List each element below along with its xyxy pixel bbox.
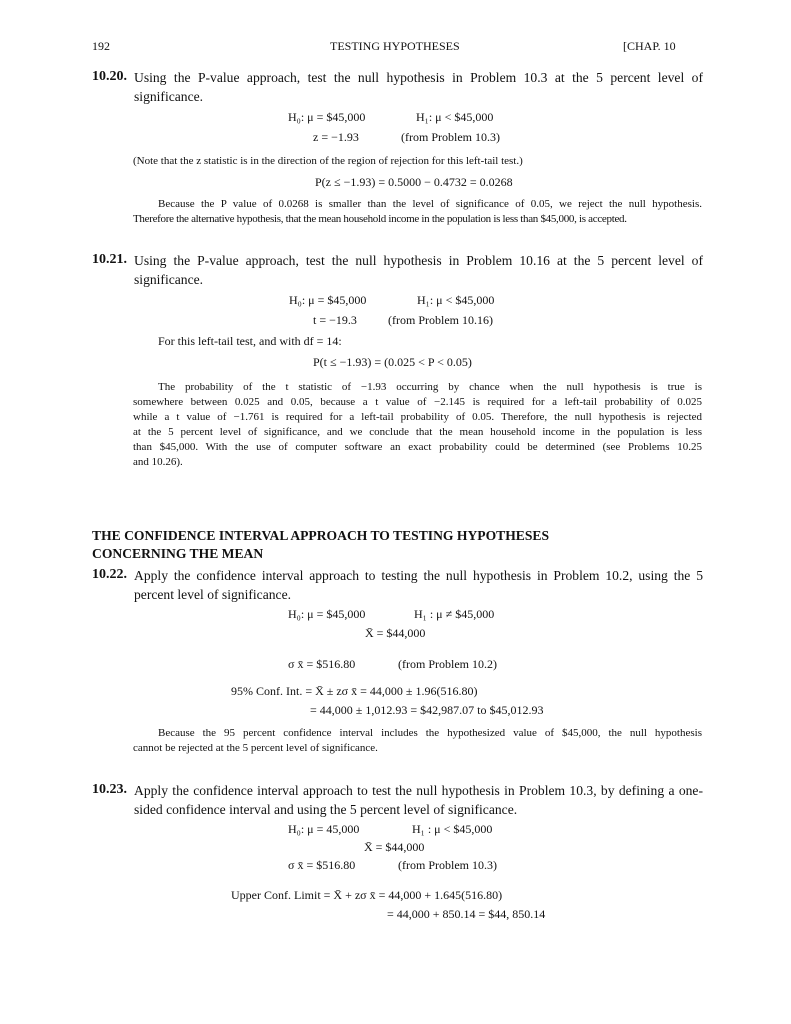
null-hypothesis: H₀: μ = 45,000 — [288, 822, 360, 836]
z-source: (from Problem 10.3) — [401, 130, 500, 144]
standard-error: σ x̄ = $516.80 — [288, 657, 356, 671]
t-statistic: t = −19.3 — [313, 313, 357, 327]
section-title-line: CONCERNING THE MEAN — [92, 546, 264, 561]
problem-statement-line: significance. — [134, 272, 204, 287]
problem-statement-line: percent level of significance. — [134, 587, 292, 602]
df-statement: For this left-tail test, and with df = 14: — [158, 334, 342, 348]
problem-statement-line: Apply the confidence interval approach to test the null hypothesis in Problem 10.3, by defining a one- — [134, 783, 703, 798]
standard-error: σ x̄ = $516.80 — [288, 858, 356, 872]
problem-number: 10.21. — [92, 252, 127, 267]
upper-confidence-limit-formula: Upper Conf. Limit = X̄ + zσ x̄ = 44,000 + 1.645(516.80) — [231, 888, 503, 902]
problem-statement-line: significance. — [134, 89, 204, 104]
explanation-line: than $45,000. With the use of computer software an exact probability could be determined (see Problems 10.25 — [133, 441, 702, 453]
page-number: 192 — [92, 39, 110, 53]
explanation-line: somewhere between 0.025 and 0.05, because a t value of −2.145 is required for a left-tail probability of 0.025 — [133, 396, 702, 408]
sample-mean: X̄ = $44,000 — [365, 626, 426, 640]
null-hypothesis: H₀: μ = $45,000 — [288, 607, 366, 621]
explanation-line: while a t value of −1.761 is required for a left-tail probability of 0.05. Therefore, the null hypothesis is rejected — [133, 411, 702, 423]
t-source: (from Problem 10.16) — [388, 313, 493, 327]
null-hypothesis: H₀: μ = $45,000 — [289, 293, 367, 307]
problem-statement-line: Using the P-value approach, test the null hypothesis in Problem 10.16 at the 5 percent level of — [134, 253, 703, 268]
sample-mean: X̄ = $44,000 — [364, 840, 425, 854]
conclusion-line: cannot be rejected at the 5 percent level of significance. — [133, 742, 378, 754]
alternative-hypothesis: H₁: μ < $45,000 — [417, 293, 495, 307]
problem-statement-line: Using the P-value approach, test the null hypothesis in Problem 10.3 at the 5 percent level of — [134, 70, 703, 85]
note-text: (Note that the z statistic is in the direction of the region of rejection for this left-tail test.) — [133, 155, 523, 167]
problem-number: 10.23. — [92, 782, 127, 797]
standard-error-source: (from Problem 10.2) — [398, 657, 497, 671]
p-value-calculation: P(t ≤ −1.93) = (0.025 < P < 0.05) — [313, 355, 472, 369]
null-hypothesis: H₀: μ = $45,000 — [288, 110, 366, 124]
running-title: TESTING HYPOTHESES — [330, 39, 460, 53]
explanation-line: at the 5 percent level of significance, and we conclude that the mean household income in the population is less — [133, 426, 702, 438]
conclusion-line: Because the 95 percent confidence interval includes the hypothesized value of $45,000, the null hypothesis — [158, 727, 702, 739]
z-statistic: z = −1.93 — [313, 130, 359, 144]
upper-confidence-limit-result: = 44,000 + 850.14 = $44, 850.14 — [387, 907, 546, 921]
section-title-line: THE CONFIDENCE INTERVAL APPROACH TO TESTING HYPOTHESES — [92, 528, 550, 543]
problem-number: 10.20. — [92, 69, 127, 84]
explanation-line: and 10.26). — [133, 456, 183, 468]
problem-number: 10.22. — [92, 567, 127, 582]
confidence-interval-formula: 95% Conf. Int. = X̄ ± zσ x̄ = 44,000 ± 1.96(516.80) — [231, 684, 478, 698]
chapter-reference: [CHAP. 10 — [623, 39, 676, 53]
alternative-hypothesis: H₁ : μ < $45,000 — [412, 822, 493, 836]
confidence-interval-result: = 44,000 ± 1,012.93 = $42,987.07 to $45,012.93 — [310, 703, 544, 717]
conclusion-line: Therefore the alternative hypothesis, that the mean household income in the population is less than $45,000, is accepted. — [133, 213, 627, 225]
p-value-calculation: P(z ≤ −1.93) = 0.5000 − 0.4732 = 0.0268 — [315, 175, 513, 189]
problem-statement-line: Apply the confidence interval approach to testing the null hypothesis in Problem 10.2, using the 5 — [134, 568, 703, 583]
alternative-hypothesis: H₁: μ < $45,000 — [416, 110, 494, 124]
conclusion-line: Because the P value of 0.0268 is smaller than the level of significance of 0.05, we reject the null hypothesis. — [158, 198, 702, 210]
explanation-line: The probability of the t statistic of −1.93 occurring by chance when the null hypothesis is true is — [158, 381, 702, 393]
standard-error-source: (from Problem 10.3) — [398, 858, 497, 872]
alternative-hypothesis: H₁ : μ ≠ $45,000 — [414, 607, 495, 621]
problem-statement-line: sided confidence interval and using the 5 percent level of significance. — [134, 802, 518, 817]
